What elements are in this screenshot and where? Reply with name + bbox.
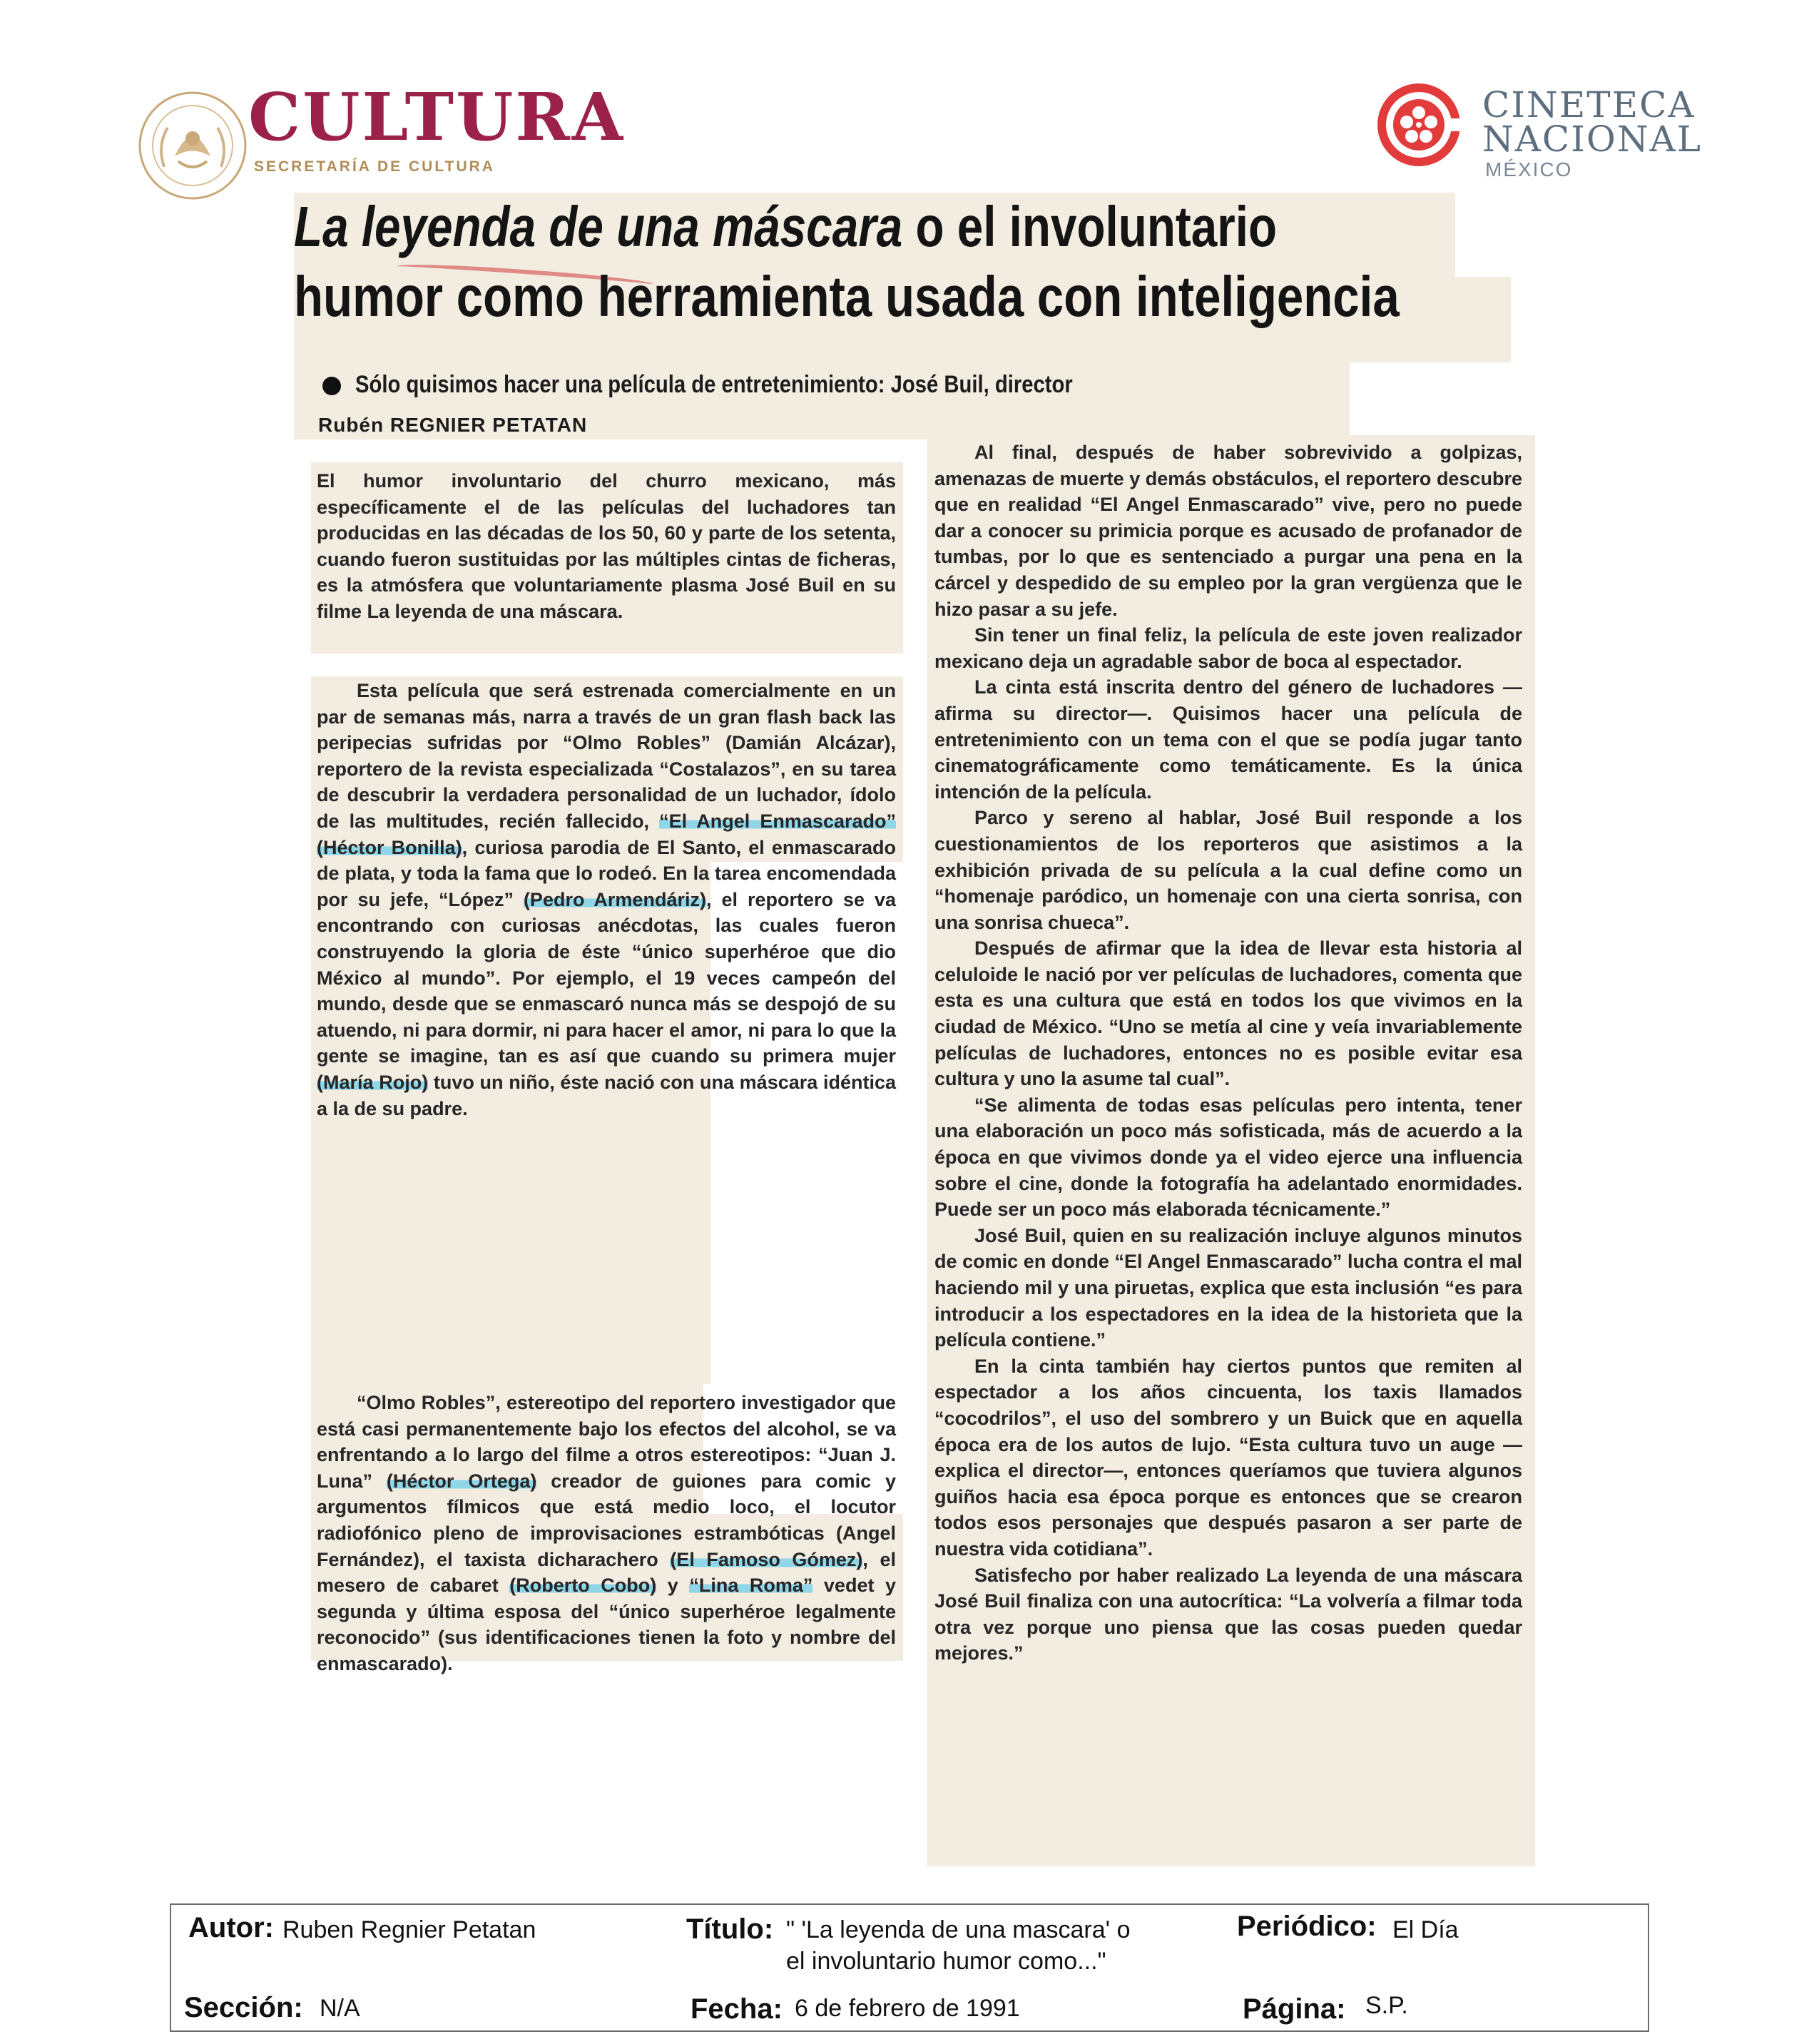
lead-paragraph: El humor involuntario del churro mexicano, más específicamente el de las películas del luchadores tan producidas en las décadas de los 50, 60 y parte de los setenta, cuando fueron sustituidas por las múltiples cintas de ficheras, es la atmósfera que voluntariamente plasma José Buil en su filme La leyenda de una máscara. — [317, 470, 896, 622]
left-p1-highlight-3: (María Rojo) — [317, 1071, 429, 1093]
headline-line1 — [294, 193, 1288, 261]
film-reel-icon — [1377, 83, 1461, 167]
left-p1-text-c: , el reportero se va encontrando con curiosas anécdotas, las cuales fueron construyendo la gloria de éste “único superhéroe que dio México al mundo”. Por ejemplo, el 19 veces campeón del mundo, desde que se enmascaró nunca más se despojó de su atuendo, ni para dormir, ni para hacer el amor, ni para lo que la gente se imagine, tan es así que cuando su primera mujer — [317, 888, 896, 1067]
article-byline: Rubén REGNIER PETATAN — [318, 414, 588, 436]
left-p2-highlight-3: (Roberto Cobo) — [509, 1575, 657, 1597]
titulo-value-1: " 'La leyenda de una mascara' o — [786, 1916, 1131, 1943]
right-paragraph-2: Sin tener un final feliz, la película de este joven realizador mexicano deja un agradable sabor de boca al espectador. — [934, 624, 1522, 672]
left-p2-text-e: vedet y segunda y última esposa del “único superhéroe legalmente reconocido” (sus identificaciones tienen la foto y nombre del enmascarado). — [317, 1575, 897, 1674]
left-paragraph-2 — [317, 1390, 896, 1677]
cineteca-nacional-logo — [1377, 83, 1702, 183]
left-p1-highlight-2: (Pedro Armendáriz) — [523, 888, 706, 910]
right-paragraph-3: La cinta está inscrita dentro del género de luchadores —afirma su director—. Quisimos hacer una película de entretenimiento con un tema con el que se podía jugar tanto cinematográficamente como temáticamente. Es la única intención de la película. — [934, 676, 1522, 803]
pagina-label: Página: — [1243, 1993, 1346, 2025]
right-p9-text-c: José Buil finaliza con una autocrítica: “La volvería a filmar toda otra vez porque uno piensa que las cosas pueden quedar mejores.” — [934, 1590, 1522, 1664]
headline-film-title: La leyenda de una máscara — [294, 195, 903, 258]
autor-label: Autor: — [188, 1912, 274, 1943]
left-p1-highlight-1: “El Angel Enmascarado” (Héctor Bonilla) — [317, 810, 896, 858]
left-paragraph-1 — [317, 678, 896, 1122]
seccion-label: Sección: — [184, 1992, 303, 2023]
secretaria-cultura-logo — [136, 78, 626, 184]
metadata-box — [170, 1903, 1649, 2032]
left-p2-highlight-1: (Héctor Ortega) — [386, 1470, 537, 1492]
left-p2-text-a: “Olmo Robles”, estereotipo del reportero investigador que está casi permanentemente bajo los efectos del alcohol, se va enfrentando a lo largo del filme a otros estereotipos: “Juan J. Luna” — [317, 1392, 896, 1492]
right-paragraph-4: Parco y sereno al hablar, José Buil responde a los cuestionamientos de los reporteros que asistimos a la exhibición privada de su película a la cual define como un “homenaje paródico, un homenaje con una cierta sonrisa, con una sonrisa chueca”. — [934, 807, 1522, 933]
left-p2-text-d: y — [656, 1575, 690, 1597]
article-lead — [317, 468, 896, 625]
left-column-cont — [317, 1390, 896, 1677]
left-p1-text-b: , curiosa parodia de El Santo, el enmascarado de plata, y toda la fama que lo rodeó. En la tarea encomendada por su jefe, “López” — [317, 836, 896, 910]
seccion-value: N/A — [320, 1995, 360, 2022]
right-paragraph-8: En la cinta también hay ciertos puntos que remiten al espectador a los años cincuenta, los taxis llamados “cocodrilos”, el uso del sombrero y un Buick que en aquella época era de los autos de lujo. “Esta cultura tuvo un auge —explica el director—, entonces queríamos que tuviera algunos guiños hacia esa época porque es entonces que se crearon todos esos personajes que después pasaron a ser parte de nuestra vida cotidiana”. — [934, 1355, 1522, 1560]
left-p2-text-c: , el mesero de cabaret — [317, 1548, 896, 1597]
titulo-label: Título: — [686, 1913, 774, 1945]
right-paragraph-1: Al final, después de haber sobrevivido a golpizas, amenazas de muerte y demás obstáculos, el reportero descubre que en realidad “El Angel Enmascarado” vive, pero no puede dar a conocer su primicia porque es acusado de profanador de tumbas, por lo que es sentenciado a purgar una pena en la cárcel y despedido de su empleo por la gran vergüenza que le hizo pasar a su jefe. — [934, 442, 1522, 620]
subhead-bullet-icon — [322, 377, 341, 395]
headline-line1-rest: o el involuntario — [902, 195, 1278, 258]
right-paragraph-7: José Buil, quien en su realización incluye algunos minutos de comic en donde “El Angel Enmascarado” lucha contra el mal haciendo mil y una piruetas, explica que esta inclusión “es para introducir a los espectadores en la idea de la historieta que la película contiene.” — [934, 1224, 1522, 1351]
subhead-text: Sólo quisimos hacer una película de entretenimiento: José Buil, director — [355, 371, 1073, 398]
left-p1-text-a: Esta película que será estrenada comercialmente en un par de semanas más, narra a través de un gran flash back las peripecias sufridas por “Olmo Robles” (Damián Alcázar), reportero de la revista especializada “Costalazos”, en su tarea de descubrir la verdadera personalidad de un luchador, ídolo de las multitudes, recién fallecido, — [317, 680, 896, 832]
right-paragraph-9 — [934, 1562, 1522, 1667]
right-p9-text-a: Satisfecho por haber realizado — [974, 1564, 1266, 1586]
headline-line2: humor como herramienta usada con inteligencia — [294, 265, 1400, 328]
fecha-value: 6 de febrero de 1991 — [795, 1995, 1020, 2022]
article-subhead — [355, 371, 1073, 399]
cineteca-line1: CINETECA — [1482, 84, 1696, 126]
titulo-value-2: el involuntario humor como..." — [786, 1948, 1106, 1975]
fecha-label: Fecha: — [691, 1993, 783, 2025]
article-headline — [294, 193, 1507, 331]
left-p2-highlight-4: “Lina Roma” — [689, 1575, 813, 1597]
right-paragraph-5: Después de afirmar que la idea de llevar esta historia al celuloide le nació por ver películas de luchadores, comenta que esta es una cultura que está en todos los que vivimos en la ciudad de México. “Uno se metía al cine y veía invariablemente películas de luchadores, entonces no es posible evitar esa cultura y uno la asume tal cual”. — [934, 937, 1522, 1090]
national-seal-icon — [136, 88, 250, 203]
left-p2-highlight-2: (El Famoso Gómez) — [670, 1548, 863, 1570]
periodico-label: Periódico: — [1237, 1911, 1377, 1942]
autor-value: Ruben Regnier Petatan — [282, 1916, 536, 1943]
left-p1-text-d: tuvo un niño, éste nació con una máscara idéntica a la de su padre. — [317, 1071, 896, 1119]
cultura-wordmark: CULTURA — [248, 78, 626, 156]
cineteca-line2: NACIONAL — [1482, 118, 1702, 160]
right-column — [934, 439, 1522, 1667]
right-p9-film-title: La leyenda de una máscara — [1265, 1564, 1522, 1586]
pagina-value: S.P. — [1365, 1992, 1408, 2019]
cineteca-line3: MÉXICO — [1485, 158, 1573, 180]
left-column — [317, 678, 896, 1122]
left-p2-text-b: creador de guiones para comic y argumentos fílmicos que está medio loco, el locutor radiofónico pleno de improvisaciones estrambóticas (Angel Fernández), el taxista dicharachero — [317, 1470, 897, 1570]
periodico-value: El Día — [1392, 1916, 1459, 1943]
right-paragraph-6: “Se alimenta de todas esas películas pero intenta, tener una elaboración un poco más sofisticada, más de acuerdo a la época en que vivimos donde ya el video ejerce una influencia sobre el cine, donde la fotografía ha adelantado enormidades. Puede ser un poco más elaborada técnicamente.” — [934, 1094, 1522, 1221]
cultura-subtitle: SECRETARÍA DE CULTURA — [254, 158, 495, 175]
